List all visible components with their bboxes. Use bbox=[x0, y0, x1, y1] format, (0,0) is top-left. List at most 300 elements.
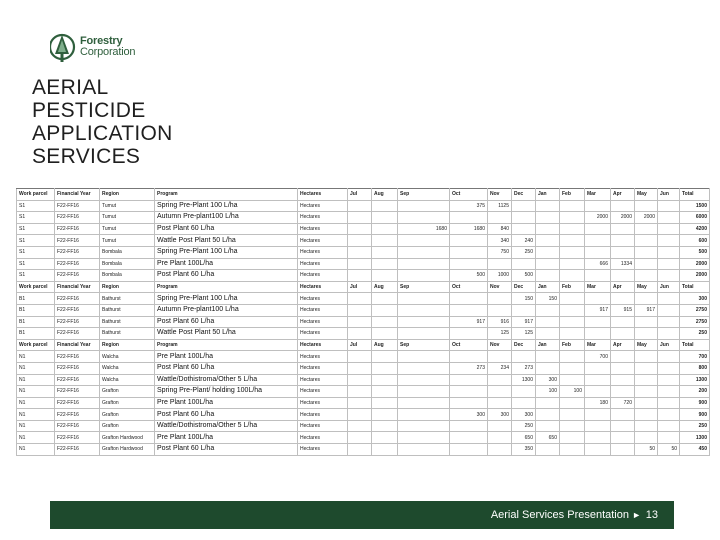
table-cell: Hectares bbox=[298, 293, 348, 305]
table-cell bbox=[585, 293, 611, 305]
header-cell: Financial Year bbox=[55, 339, 100, 351]
table-cell bbox=[611, 409, 635, 421]
table-header-row bbox=[17, 339, 710, 351]
header-cell: Jul bbox=[348, 339, 372, 351]
table-cell bbox=[488, 432, 512, 444]
table-cell: Bombala bbox=[100, 246, 155, 258]
table-cell: Walcha bbox=[100, 362, 155, 374]
table-cell: 2750 bbox=[680, 304, 710, 316]
header-cell: Jun bbox=[658, 281, 680, 293]
table-cell bbox=[560, 235, 585, 247]
table-cell bbox=[560, 432, 585, 444]
table-cell bbox=[560, 420, 585, 432]
table-row bbox=[17, 200, 710, 212]
table-cell bbox=[585, 270, 611, 282]
slide-title bbox=[32, 76, 173, 168]
header-cell: Program bbox=[155, 189, 298, 201]
table-cell bbox=[560, 444, 585, 456]
table-row bbox=[17, 258, 710, 270]
header-cell: Region bbox=[100, 339, 155, 351]
page-number: 13 bbox=[645, 509, 658, 521]
table-cell bbox=[488, 304, 512, 316]
table-cell bbox=[450, 386, 488, 398]
table-row bbox=[17, 397, 710, 409]
table-cell bbox=[372, 386, 398, 398]
header-cell: Jan bbox=[536, 281, 560, 293]
table-cell bbox=[536, 246, 560, 258]
table-cell: 2000 bbox=[611, 212, 635, 224]
header-cell: Sep bbox=[398, 189, 450, 201]
table-cell: 700 bbox=[680, 351, 710, 363]
table-cell: N1 bbox=[17, 362, 55, 374]
table-cell: 4200 bbox=[680, 223, 710, 235]
table-cell: Hectares bbox=[298, 351, 348, 363]
table-cell bbox=[450, 374, 488, 386]
table-cell bbox=[348, 397, 372, 409]
header-cell: Aug bbox=[372, 281, 398, 293]
table-cell bbox=[398, 328, 450, 340]
table-cell: Grafton bbox=[100, 386, 155, 398]
table-cell bbox=[658, 293, 680, 305]
header-cell: Feb bbox=[560, 339, 585, 351]
table-cell bbox=[658, 351, 680, 363]
table-cell: 2750 bbox=[680, 316, 710, 328]
table-header-row bbox=[17, 281, 710, 293]
table-cell: Post Plant 60 L/ha bbox=[155, 316, 298, 328]
table-cell bbox=[635, 409, 658, 421]
table-cell bbox=[585, 432, 611, 444]
table-cell bbox=[398, 270, 450, 282]
table-cell bbox=[372, 258, 398, 270]
table-cell bbox=[372, 362, 398, 374]
header-cell: Sep bbox=[398, 339, 450, 351]
table-cell: Hectares bbox=[298, 316, 348, 328]
table-cell: 300 bbox=[488, 409, 512, 421]
table-cell bbox=[398, 316, 450, 328]
table-cell: 915 bbox=[611, 304, 635, 316]
table-cell bbox=[398, 235, 450, 247]
header-cell: Dec bbox=[512, 339, 536, 351]
table-cell bbox=[611, 351, 635, 363]
table-cell bbox=[560, 374, 585, 386]
table-cell bbox=[372, 270, 398, 282]
table-cell: 2000 bbox=[635, 212, 658, 224]
table-cell: S1 bbox=[17, 258, 55, 270]
table-cell bbox=[585, 328, 611, 340]
table-cell: Spring Pre-Plant 100 L/ha bbox=[155, 293, 298, 305]
table-cell: 125 bbox=[488, 328, 512, 340]
table-cell bbox=[348, 432, 372, 444]
table-cell bbox=[372, 223, 398, 235]
table-cell bbox=[536, 409, 560, 421]
table-cell bbox=[372, 397, 398, 409]
table-cell: 2000 bbox=[585, 212, 611, 224]
table-row bbox=[17, 432, 710, 444]
table-cell: Tumut bbox=[100, 212, 155, 224]
table-cell bbox=[488, 444, 512, 456]
table-header-row bbox=[17, 189, 710, 201]
table-cell bbox=[658, 200, 680, 212]
table-row bbox=[17, 374, 710, 386]
table-cell bbox=[585, 409, 611, 421]
header-cell: Oct bbox=[450, 339, 488, 351]
header-cell: Work parcel bbox=[17, 339, 55, 351]
table-cell: Autumn Pre-plant100 L/ha bbox=[155, 212, 298, 224]
table-cell bbox=[658, 304, 680, 316]
table-cell: B1 bbox=[17, 316, 55, 328]
table-cell bbox=[348, 293, 372, 305]
table-cell bbox=[398, 386, 450, 398]
table-cell bbox=[585, 316, 611, 328]
table-cell: Spring Pre-Plant 100 L/ha bbox=[155, 246, 298, 258]
table-cell bbox=[635, 328, 658, 340]
table-cell bbox=[635, 235, 658, 247]
table-cell bbox=[348, 258, 372, 270]
table-cell: Bombala bbox=[100, 258, 155, 270]
table-cell: 1334 bbox=[611, 258, 635, 270]
table-cell bbox=[635, 246, 658, 258]
table-cell bbox=[560, 362, 585, 374]
table-cell: F22-FF16 bbox=[55, 444, 100, 456]
table-cell: 1680 bbox=[450, 223, 488, 235]
table-cell: 450 bbox=[680, 444, 710, 456]
table-cell bbox=[635, 316, 658, 328]
table-cell bbox=[348, 328, 372, 340]
table-cell bbox=[536, 397, 560, 409]
header-cell: Jun bbox=[658, 189, 680, 201]
table-cell bbox=[348, 351, 372, 363]
table-cell bbox=[450, 258, 488, 270]
table-cell: Bombala bbox=[100, 270, 155, 282]
table-cell: Hectares bbox=[298, 397, 348, 409]
table-cell: 600 bbox=[680, 235, 710, 247]
table-row bbox=[17, 304, 710, 316]
table-cell bbox=[512, 386, 536, 398]
table-cell: Hectares bbox=[298, 362, 348, 374]
table-cell bbox=[348, 409, 372, 421]
table-cell: 200 bbox=[680, 386, 710, 398]
header-cell: Nov bbox=[488, 339, 512, 351]
table-cell bbox=[585, 223, 611, 235]
table-cell bbox=[560, 270, 585, 282]
table-cell: Bathurst bbox=[100, 328, 155, 340]
table-cell: 300 bbox=[536, 374, 560, 386]
table-cell: 700 bbox=[585, 351, 611, 363]
table-cell bbox=[585, 444, 611, 456]
table-cell bbox=[512, 212, 536, 224]
table-cell: Walcha bbox=[100, 351, 155, 363]
title-line: APPLICATION bbox=[32, 122, 173, 145]
table-cell: N1 bbox=[17, 409, 55, 421]
table-cell: F22-FF16 bbox=[55, 397, 100, 409]
header-cell: Feb bbox=[560, 189, 585, 201]
table-cell: N1 bbox=[17, 420, 55, 432]
table-cell: 917 bbox=[585, 304, 611, 316]
table-cell: F22-FF16 bbox=[55, 374, 100, 386]
table-cell: N1 bbox=[17, 444, 55, 456]
table-cell bbox=[348, 212, 372, 224]
table-cell: 150 bbox=[512, 293, 536, 305]
table-cell bbox=[611, 235, 635, 247]
table-cell: Wattle/Dothistroma/Other 5 L/ha bbox=[155, 420, 298, 432]
table-cell bbox=[450, 212, 488, 224]
table-cell bbox=[372, 432, 398, 444]
table-cell bbox=[512, 351, 536, 363]
table-cell bbox=[536, 351, 560, 363]
table-cell: S1 bbox=[17, 223, 55, 235]
header-cell: May bbox=[635, 339, 658, 351]
table-cell bbox=[450, 304, 488, 316]
table-cell bbox=[560, 246, 585, 258]
header-cell: Nov bbox=[488, 281, 512, 293]
table-cell bbox=[611, 293, 635, 305]
table-cell: 50 bbox=[658, 444, 680, 456]
table-cell bbox=[372, 351, 398, 363]
table-cell bbox=[488, 386, 512, 398]
header-cell: Program bbox=[155, 339, 298, 351]
table-cell bbox=[488, 420, 512, 432]
table-cell bbox=[635, 397, 658, 409]
table-cell bbox=[611, 420, 635, 432]
table-row bbox=[17, 270, 710, 282]
table-cell bbox=[560, 351, 585, 363]
header-cell: Apr bbox=[611, 189, 635, 201]
table-cell bbox=[398, 397, 450, 409]
table-cell: 250 bbox=[680, 328, 710, 340]
table-cell: 650 bbox=[512, 432, 536, 444]
table-cell bbox=[348, 362, 372, 374]
table-cell bbox=[512, 304, 536, 316]
table-cell bbox=[560, 409, 585, 421]
table-row bbox=[17, 351, 710, 363]
table-cell: Bathurst bbox=[100, 304, 155, 316]
table-cell: Hectares bbox=[298, 246, 348, 258]
table-cell: B1 bbox=[17, 293, 55, 305]
table-cell: 340 bbox=[488, 235, 512, 247]
table-cell bbox=[372, 246, 398, 258]
table-cell: F22-FF16 bbox=[55, 432, 100, 444]
table-cell bbox=[488, 351, 512, 363]
footer-bar bbox=[50, 501, 674, 529]
table-cell bbox=[488, 293, 512, 305]
table-cell: Post Plant 60 L/ha bbox=[155, 444, 298, 456]
table-cell: 650 bbox=[536, 432, 560, 444]
table-cell: 900 bbox=[680, 397, 710, 409]
table-cell: F22-FF16 bbox=[55, 304, 100, 316]
table-cell: Pre Plant 100L/ha bbox=[155, 432, 298, 444]
header-cell: Oct bbox=[450, 281, 488, 293]
table-cell bbox=[348, 374, 372, 386]
table-cell: Hectares bbox=[298, 432, 348, 444]
table-cell bbox=[635, 223, 658, 235]
header-cell: Aug bbox=[372, 189, 398, 201]
title-line: PESTICIDE bbox=[32, 99, 146, 122]
table-cell: 240 bbox=[512, 235, 536, 247]
table-cell: Tumut bbox=[100, 200, 155, 212]
table-cell: 150 bbox=[536, 293, 560, 305]
table-cell: N1 bbox=[17, 351, 55, 363]
table-cell bbox=[372, 212, 398, 224]
table-cell bbox=[635, 374, 658, 386]
table-cell: S1 bbox=[17, 246, 55, 258]
table-cell bbox=[450, 420, 488, 432]
table-cell: Hectares bbox=[298, 270, 348, 282]
table-cell: Spring Pre-Plant/ holding 100L/ha bbox=[155, 386, 298, 398]
table-cell bbox=[536, 328, 560, 340]
header-cell: Hectares bbox=[298, 189, 348, 201]
table-cell: 250 bbox=[512, 420, 536, 432]
table-cell: 50 bbox=[635, 444, 658, 456]
table-cell: Hectares bbox=[298, 200, 348, 212]
table-cell bbox=[611, 270, 635, 282]
table-cell bbox=[560, 293, 585, 305]
table-cell: N1 bbox=[17, 397, 55, 409]
table-cell: Hectares bbox=[298, 258, 348, 270]
header-cell: Feb bbox=[560, 281, 585, 293]
header-cell: Jul bbox=[348, 189, 372, 201]
table-cell bbox=[611, 432, 635, 444]
table-cell bbox=[536, 223, 560, 235]
table-cell bbox=[536, 316, 560, 328]
logo-line-2: Corporation bbox=[80, 46, 136, 58]
table-cell: Pre Plant 100L/ha bbox=[155, 258, 298, 270]
table-cell: 666 bbox=[585, 258, 611, 270]
table-cell: 273 bbox=[450, 362, 488, 374]
table-cell: 917 bbox=[450, 316, 488, 328]
table-cell bbox=[635, 258, 658, 270]
table-cell: 1000 bbox=[488, 270, 512, 282]
title-line: SERVICES bbox=[32, 145, 141, 168]
table-cell: Post Plant 60 L/ha bbox=[155, 270, 298, 282]
table-cell bbox=[512, 200, 536, 212]
table-cell: F22-FF16 bbox=[55, 316, 100, 328]
table-cell bbox=[398, 444, 450, 456]
table-cell bbox=[372, 420, 398, 432]
header-cell: Mar bbox=[585, 339, 611, 351]
table-row bbox=[17, 316, 710, 328]
table-row bbox=[17, 212, 710, 224]
table-cell bbox=[348, 246, 372, 258]
table-cell bbox=[398, 293, 450, 305]
table-cell: 180 bbox=[585, 397, 611, 409]
table-cell: 300 bbox=[680, 293, 710, 305]
header-cell: Total bbox=[680, 339, 710, 351]
table-cell: Post Plant 60 L/ha bbox=[155, 362, 298, 374]
table-cell bbox=[348, 420, 372, 432]
table-cell: 1680 bbox=[398, 223, 450, 235]
table-cell: 273 bbox=[512, 362, 536, 374]
table-cell bbox=[560, 304, 585, 316]
table-cell bbox=[658, 212, 680, 224]
table-cell: 2000 bbox=[680, 258, 710, 270]
header-cell: Jan bbox=[536, 339, 560, 351]
table-row bbox=[17, 293, 710, 305]
table-cell bbox=[348, 386, 372, 398]
table-cell: 917 bbox=[635, 304, 658, 316]
header-cell: Region bbox=[100, 189, 155, 201]
table-row bbox=[17, 409, 710, 421]
table-cell: Pre Plant 100L/ha bbox=[155, 351, 298, 363]
table-cell bbox=[488, 212, 512, 224]
table-cell: F22-FF16 bbox=[55, 212, 100, 224]
table-cell: N1 bbox=[17, 386, 55, 398]
table-cell: 840 bbox=[488, 223, 512, 235]
table-cell: Hectares bbox=[298, 409, 348, 421]
table-cell bbox=[512, 397, 536, 409]
table-cell bbox=[611, 362, 635, 374]
header-cell: Jun bbox=[658, 339, 680, 351]
table-cell bbox=[512, 223, 536, 235]
table-cell bbox=[658, 362, 680, 374]
table-cell bbox=[450, 432, 488, 444]
table-cell bbox=[348, 444, 372, 456]
table-cell bbox=[372, 304, 398, 316]
table-cell bbox=[658, 270, 680, 282]
arrow-icon: ► bbox=[632, 510, 641, 520]
header-cell: Dec bbox=[512, 281, 536, 293]
table-cell bbox=[536, 270, 560, 282]
table-cell: 125 bbox=[512, 328, 536, 340]
table-cell bbox=[536, 304, 560, 316]
table-cell: Hectares bbox=[298, 386, 348, 398]
table-cell bbox=[611, 444, 635, 456]
table-cell: 234 bbox=[488, 362, 512, 374]
table-cell bbox=[450, 246, 488, 258]
table-cell: 300 bbox=[450, 409, 488, 421]
aerial-schedule-table bbox=[16, 188, 710, 456]
table-cell: 500 bbox=[680, 246, 710, 258]
table-cell: 6000 bbox=[680, 212, 710, 224]
table-cell: Hectares bbox=[298, 444, 348, 456]
table-cell: 1125 bbox=[488, 200, 512, 212]
table-cell bbox=[560, 328, 585, 340]
table-cell bbox=[658, 258, 680, 270]
table-cell bbox=[611, 374, 635, 386]
table-cell bbox=[536, 235, 560, 247]
table-cell bbox=[536, 420, 560, 432]
table-cell bbox=[488, 258, 512, 270]
table-cell: F22-FF16 bbox=[55, 362, 100, 374]
table-cell: Pre Plant 100L/ha bbox=[155, 397, 298, 409]
table-row bbox=[17, 246, 710, 258]
table-cell: 1300 bbox=[680, 432, 710, 444]
table-cell bbox=[658, 235, 680, 247]
table-cell bbox=[536, 212, 560, 224]
table-cell bbox=[488, 374, 512, 386]
table-cell: Hectares bbox=[298, 328, 348, 340]
table-cell bbox=[658, 409, 680, 421]
table-cell bbox=[635, 420, 658, 432]
table-cell: F22-FF16 bbox=[55, 351, 100, 363]
header-cell: Program bbox=[155, 281, 298, 293]
table-cell bbox=[372, 316, 398, 328]
table-cell: F22-FF16 bbox=[55, 328, 100, 340]
table-cell: Hectares bbox=[298, 304, 348, 316]
table-cell bbox=[348, 316, 372, 328]
tree-icon bbox=[50, 30, 78, 68]
table-cell: 917 bbox=[512, 316, 536, 328]
table-cell: Post Plant 60 L/ha bbox=[155, 223, 298, 235]
table-cell: F22-FF16 bbox=[55, 386, 100, 398]
table-row bbox=[17, 420, 710, 432]
table-cell bbox=[560, 397, 585, 409]
table-cell bbox=[560, 316, 585, 328]
table-cell: 1500 bbox=[680, 200, 710, 212]
table-cell: Grafton Hardwood bbox=[100, 432, 155, 444]
table-cell: Wattle Post Plant 50 L/ha bbox=[155, 328, 298, 340]
table-cell bbox=[585, 235, 611, 247]
table-cell bbox=[450, 235, 488, 247]
